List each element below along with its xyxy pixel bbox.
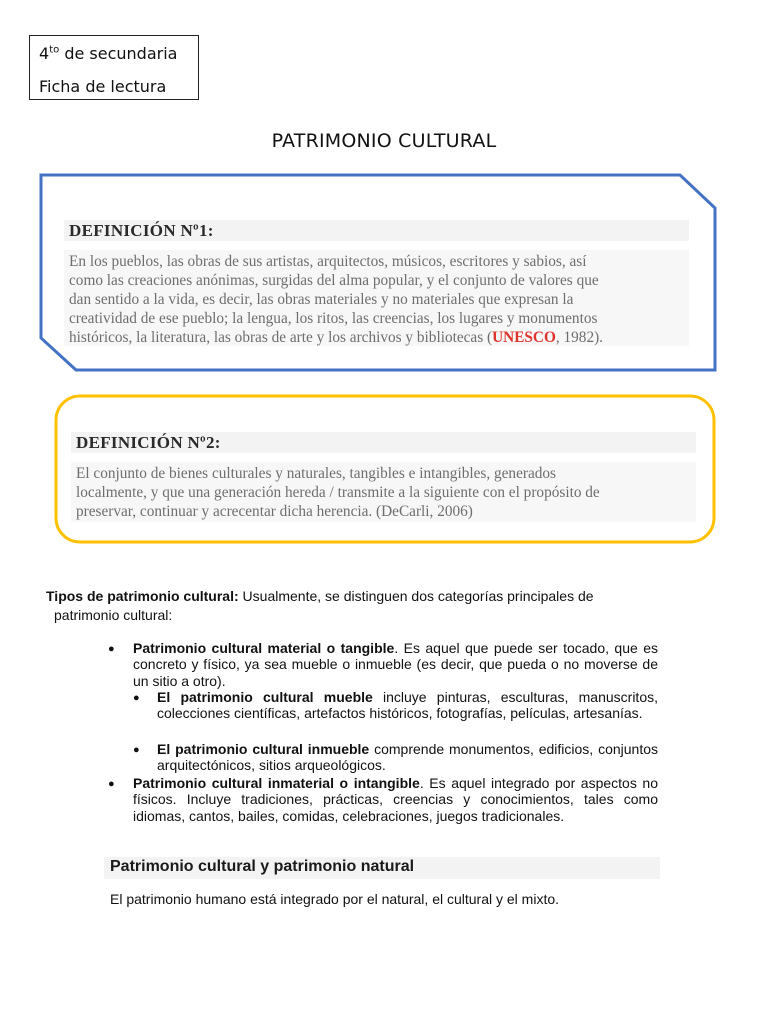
page-title: PATRIMONIO CULTURAL: [271, 130, 497, 152]
sheet-label: Ficha de lectura: [39, 77, 167, 96]
grade-label: $4^{to}$ de secundaria: [39, 44, 178, 63]
def2-body: El conjunto de bienes culturales y naturales, tangibles e intangibles, generados localmente, y que una generación hereda / transmite a la siguiente con el propósito de preservar, continuar y acrecentar dicha herencia. (DeCarli, 2006): [76, 465, 600, 520]
types-label: Tipos de patrimonio cultural:: [46, 588, 239, 604]
list-item-inmaterial: Patrimonio cultural inmaterial o intangible. Es aquel integrado por aspectos no físicos. Incluye tradiciones, prácticas, creencias y conocimientos, tales como idiomas, cantos, bailes, comidas, celebraciones, juegos tradicionales.: [133, 775, 658, 824]
list-item-inmueble: El patrimonio cultural inmueble comprende monumentos, edificios, conjuntos arquitectónicos, sitios arqueológicos.: [157, 741, 658, 774]
types-intro: Tipos de patrimonio cultural: Usualmente, se distinguen dos categorías principales de patrimonio cultural:: [46, 588, 594, 623]
list-item-material: Patrimonio cultural material o tangible. Es aquel que puede ser tocado, que es concreto y físico, ya sea mueble o inmueble (es decir, que pueda o no moverse de un sitio a otro).: [133, 640, 658, 689]
def1-heading: DEFINICIÓN Nº1:: [69, 221, 214, 240]
bullet-icon: ●: [108, 643, 115, 655]
bullet-icon: ●: [133, 692, 140, 704]
bullet-icon: ●: [133, 744, 140, 756]
def1-body: En los pueblos, las obras de sus artistas, arquitectos, músicos, escritores y sabios, así como las creaciones anónimas, surgidas del alma popular, y el conjunto de valores que dan sentido a la vida, es decir, las obras materiales y no materiales que expresan la creatividad de ese pueblo; la lengua, los ritos, las creencias, los lugares y monumentos históricos, la literatura, las obras de arte y los archivos y bibliotecas (UNESCO, 1982).: [69, 253, 604, 346]
section-title: Patrimonio cultural y patrimonio natural: [110, 858, 415, 875]
bullet-icon: ●: [108, 778, 115, 790]
unesco-citation: UNESCO: [492, 329, 556, 346]
list-item-mueble: El patrimonio cultural mueble incluye pinturas, esculturas, manuscritos, colecciones científicas, artefactos históricos, fotografías, películas, artesanías.: [157, 689, 658, 722]
def2-heading: DEFINICIÓN Nº2:: [76, 433, 221, 452]
section-text: El patrimonio humano está integrado por el natural, el cultural y el mixto.: [110, 891, 560, 907]
